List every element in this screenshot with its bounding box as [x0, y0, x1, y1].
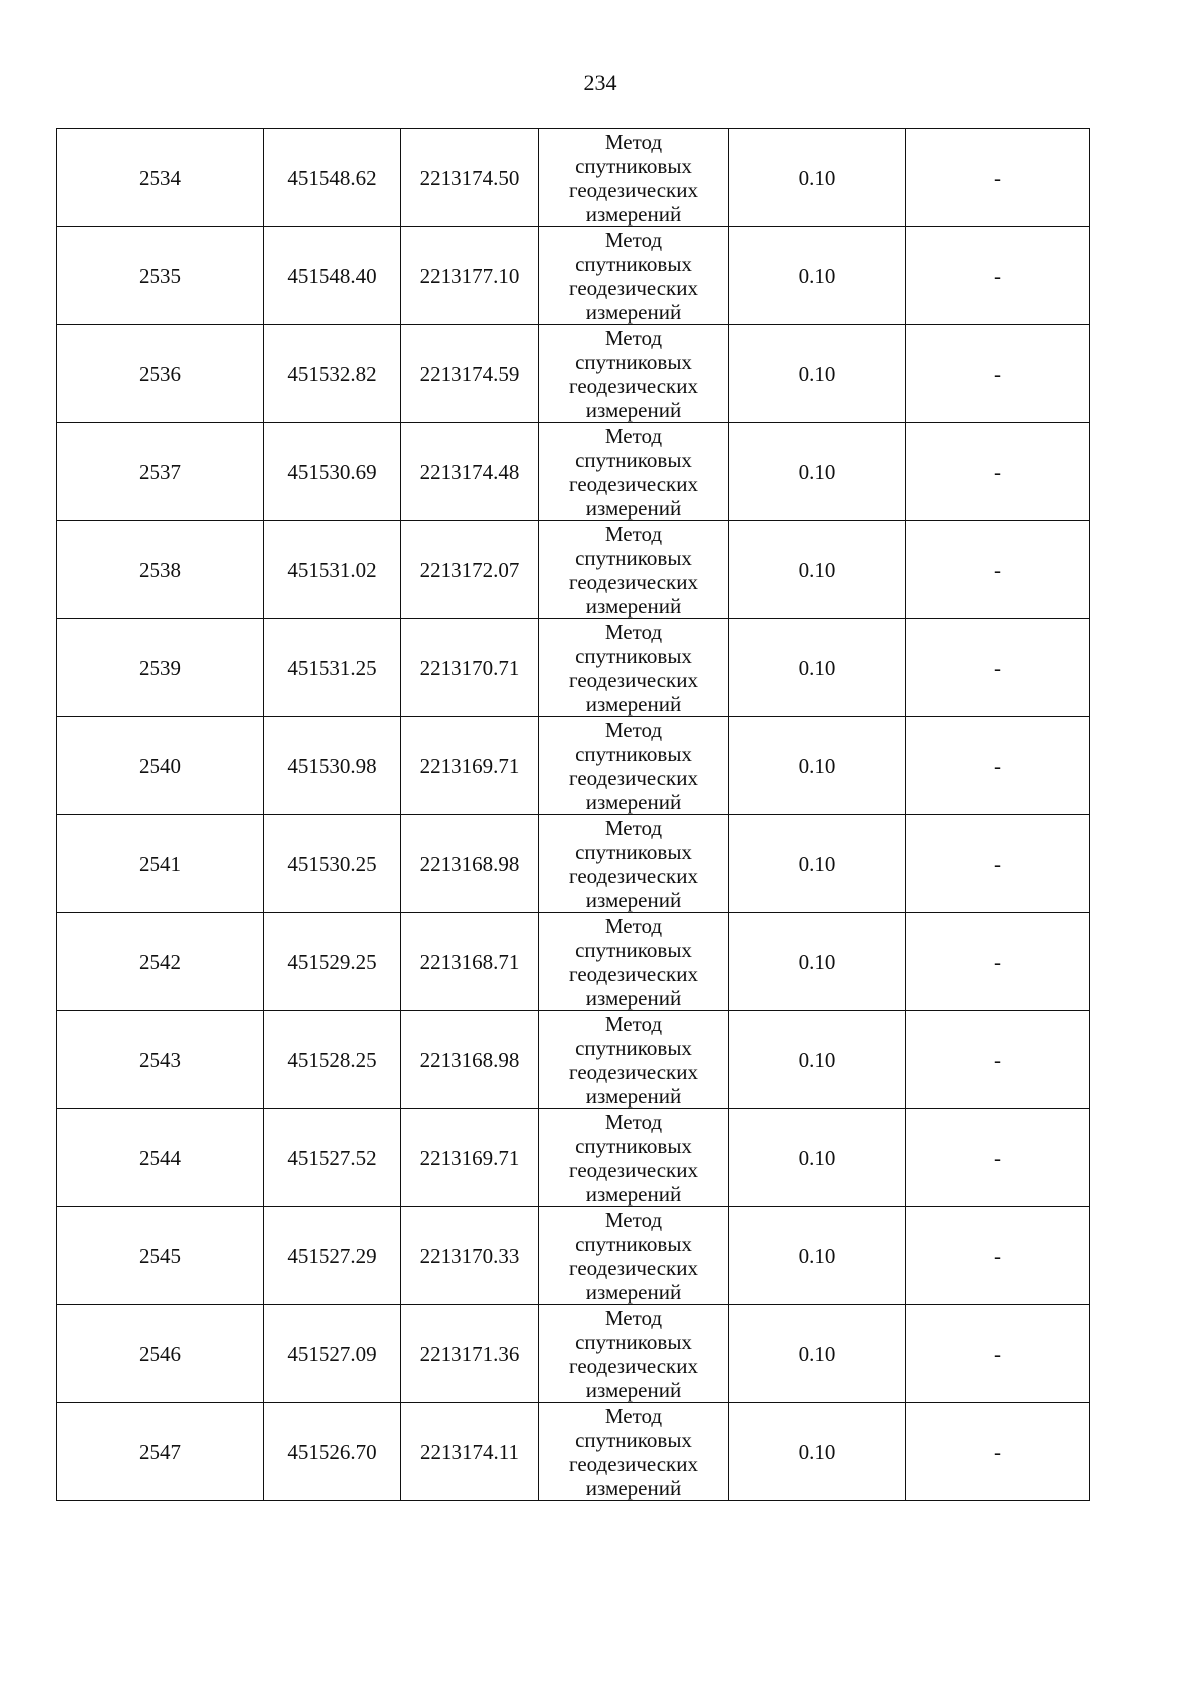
method-text-line: измерений	[585, 299, 682, 324]
method-text-line: Метод	[604, 521, 663, 546]
coordinate-y-cell: 2213174.59	[401, 325, 539, 423]
method-cell	[539, 717, 729, 815]
coordinate-x-cell: 451529.25	[264, 913, 401, 1011]
coordinate-y-cell: 2213168.98	[401, 815, 539, 913]
table-row	[57, 1109, 1090, 1207]
method-text-line: спутниковых	[575, 545, 692, 570]
method-text-line: спутниковых	[575, 349, 692, 374]
method-text-line: геодезических	[568, 569, 698, 594]
method-text-line: спутниковых	[575, 1427, 692, 1452]
coordinate-y-cell: 2213170.33	[401, 1207, 539, 1305]
coordinate-x-cell: 451526.70	[264, 1403, 401, 1501]
coordinate-y-cell: 2213168.98	[401, 1011, 539, 1109]
accuracy-cell: 0.10	[729, 325, 906, 423]
description-cell: -	[906, 1011, 1090, 1109]
coordinate-y-cell: 2213174.11	[401, 1403, 539, 1501]
method-text-line: Метод	[604, 1109, 663, 1134]
description-cell: -	[906, 619, 1090, 717]
method-text-line: геодезических	[568, 1157, 698, 1182]
method-text-line: измерений	[585, 201, 682, 226]
coordinates-table-body	[57, 129, 1090, 1501]
method-cell	[539, 815, 729, 913]
method-text-line: измерений	[585, 1279, 682, 1304]
accuracy-cell: 0.10	[729, 815, 906, 913]
method-text-line: спутниковых	[575, 153, 692, 178]
method-text-line: спутниковых	[575, 251, 692, 276]
description-cell: -	[906, 1109, 1090, 1207]
method-text-line: геодезических	[568, 373, 698, 398]
coordinates-table	[56, 128, 1090, 1501]
accuracy-cell: 0.10	[729, 1011, 906, 1109]
accuracy-cell: 0.10	[729, 1305, 906, 1403]
method-text-line: геодезических	[568, 667, 698, 692]
method-text-line: Метод	[604, 913, 663, 938]
table-row	[57, 1305, 1090, 1403]
description-cell: -	[906, 423, 1090, 521]
method-cell	[539, 1305, 729, 1403]
method-text-line: Метод	[604, 227, 663, 252]
table-row	[57, 423, 1090, 521]
description-cell: -	[906, 521, 1090, 619]
table-row	[57, 913, 1090, 1011]
coordinate-y-cell: 2213169.71	[401, 1109, 539, 1207]
accuracy-cell: 0.10	[729, 227, 906, 325]
method-text-line: спутниковых	[575, 643, 692, 668]
coordinate-x-cell: 451531.02	[264, 521, 401, 619]
method-text-line: Метод	[604, 129, 663, 154]
coordinate-y-cell: 2213170.71	[401, 619, 539, 717]
description-cell: -	[906, 1207, 1090, 1305]
point-number-cell: 2540	[57, 717, 264, 815]
method-text-line: измерений	[585, 985, 682, 1010]
method-text-line: геодезических	[568, 1059, 698, 1084]
accuracy-cell: 0.10	[729, 423, 906, 521]
method-text-line: Метод	[604, 717, 663, 742]
table-row	[57, 1011, 1090, 1109]
table-row	[57, 521, 1090, 619]
method-text-line: измерений	[585, 1377, 682, 1402]
method-cell	[539, 521, 729, 619]
page-number: 234	[583, 70, 617, 95]
description-cell: -	[906, 129, 1090, 227]
point-number-cell: 2536	[57, 325, 264, 423]
point-number-cell: 2539	[57, 619, 264, 717]
coordinate-x-cell: 451548.62	[264, 129, 401, 227]
point-number-cell: 2538	[57, 521, 264, 619]
method-text-line: Метод	[604, 1305, 663, 1330]
method-text-line: геодезических	[568, 1255, 698, 1280]
method-text-line: спутниковых	[575, 839, 692, 864]
description-cell: -	[906, 717, 1090, 815]
coordinate-x-cell: 451527.09	[264, 1305, 401, 1403]
method-cell	[539, 1403, 729, 1501]
coordinate-y-cell: 2213174.48	[401, 423, 539, 521]
accuracy-cell: 0.10	[729, 129, 906, 227]
method-text-line: геодезических	[568, 177, 698, 202]
method-text-line: геодезических	[568, 961, 698, 986]
method-text-line: Метод	[604, 1403, 663, 1428]
method-text-line: измерений	[585, 1475, 682, 1500]
coordinate-x-cell: 451548.40	[264, 227, 401, 325]
method-text-line: спутниковых	[575, 741, 692, 766]
method-text-line: Метод	[604, 815, 663, 840]
point-number-cell: 2542	[57, 913, 264, 1011]
description-cell: -	[906, 913, 1090, 1011]
method-text-line: геодезических	[568, 275, 698, 300]
point-number-cell: 2535	[57, 227, 264, 325]
coordinate-x-cell: 451528.25	[264, 1011, 401, 1109]
coordinate-x-cell: 451530.98	[264, 717, 401, 815]
method-cell	[539, 619, 729, 717]
method-text-line: спутниковых	[575, 1329, 692, 1354]
description-cell: -	[906, 325, 1090, 423]
method-text-line: измерений	[585, 397, 682, 422]
method-text-line: спутниковых	[575, 937, 692, 962]
method-text-line: Метод	[604, 1011, 663, 1036]
method-text-line: геодезических	[568, 471, 698, 496]
method-text-line: геодезических	[568, 1451, 698, 1476]
method-text-line: спутниковых	[575, 447, 692, 472]
method-text-line: Метод	[604, 423, 663, 448]
method-text-line: спутниковых	[575, 1035, 692, 1060]
method-text-line: измерений	[585, 691, 682, 716]
point-number-cell: 2537	[57, 423, 264, 521]
coordinate-y-cell: 2213169.71	[401, 717, 539, 815]
method-cell	[539, 227, 729, 325]
table-row	[57, 1403, 1090, 1501]
coordinate-y-cell: 2213174.50	[401, 129, 539, 227]
accuracy-cell: 0.10	[729, 1207, 906, 1305]
method-text-line: Метод	[604, 619, 663, 644]
point-number-cell: 2541	[57, 815, 264, 913]
method-cell	[539, 913, 729, 1011]
method-text-line: спутниковых	[575, 1133, 692, 1158]
method-text-line: геодезических	[568, 1353, 698, 1378]
coordinate-y-cell: 2213172.07	[401, 521, 539, 619]
method-text-line: измерений	[585, 1181, 682, 1206]
method-text-line: геодезических	[568, 765, 698, 790]
table-row	[57, 717, 1090, 815]
description-cell: -	[906, 815, 1090, 913]
coordinate-x-cell: 451530.25	[264, 815, 401, 913]
method-text-line: измерений	[585, 887, 682, 912]
method-cell	[539, 1207, 729, 1305]
table-row	[57, 1207, 1090, 1305]
description-cell: -	[906, 1403, 1090, 1501]
method-cell	[539, 129, 729, 227]
method-text-line: измерений	[585, 789, 682, 814]
method-text-line: Метод	[604, 325, 663, 350]
coordinate-x-cell: 451530.69	[264, 423, 401, 521]
table-row	[57, 619, 1090, 717]
method-cell	[539, 423, 729, 521]
accuracy-cell: 0.10	[729, 1109, 906, 1207]
coordinate-y-cell: 2213177.10	[401, 227, 539, 325]
description-cell: -	[906, 1305, 1090, 1403]
method-cell	[539, 325, 729, 423]
method-cell	[539, 1011, 729, 1109]
coordinate-x-cell: 451527.52	[264, 1109, 401, 1207]
point-number-cell: 2534	[57, 129, 264, 227]
point-number-cell: 2544	[57, 1109, 264, 1207]
table-row	[57, 227, 1090, 325]
method-text-line: измерений	[585, 495, 682, 520]
coordinate-x-cell: 451532.82	[264, 325, 401, 423]
table-row	[57, 325, 1090, 423]
accuracy-cell: 0.10	[729, 619, 906, 717]
coordinate-y-cell: 2213171.36	[401, 1305, 539, 1403]
method-text-line: измерений	[585, 593, 682, 618]
method-cell	[539, 1109, 729, 1207]
coordinate-x-cell: 451527.29	[264, 1207, 401, 1305]
method-text-line: измерений	[585, 1083, 682, 1108]
method-text-line: спутниковых	[575, 1231, 692, 1256]
point-number-cell: 2545	[57, 1207, 264, 1305]
coordinate-y-cell: 2213168.71	[401, 913, 539, 1011]
accuracy-cell: 0.10	[729, 1403, 906, 1501]
accuracy-cell: 0.10	[729, 521, 906, 619]
method-text-line: геодезических	[568, 863, 698, 888]
description-cell: -	[906, 227, 1090, 325]
point-number-cell: 2543	[57, 1011, 264, 1109]
point-number-cell: 2546	[57, 1305, 264, 1403]
table-row	[57, 129, 1090, 227]
point-number-cell: 2547	[57, 1403, 264, 1501]
accuracy-cell: 0.10	[729, 717, 906, 815]
table-row	[57, 815, 1090, 913]
coordinate-x-cell: 451531.25	[264, 619, 401, 717]
method-text-line: Метод	[604, 1207, 663, 1232]
accuracy-cell: 0.10	[729, 913, 906, 1011]
